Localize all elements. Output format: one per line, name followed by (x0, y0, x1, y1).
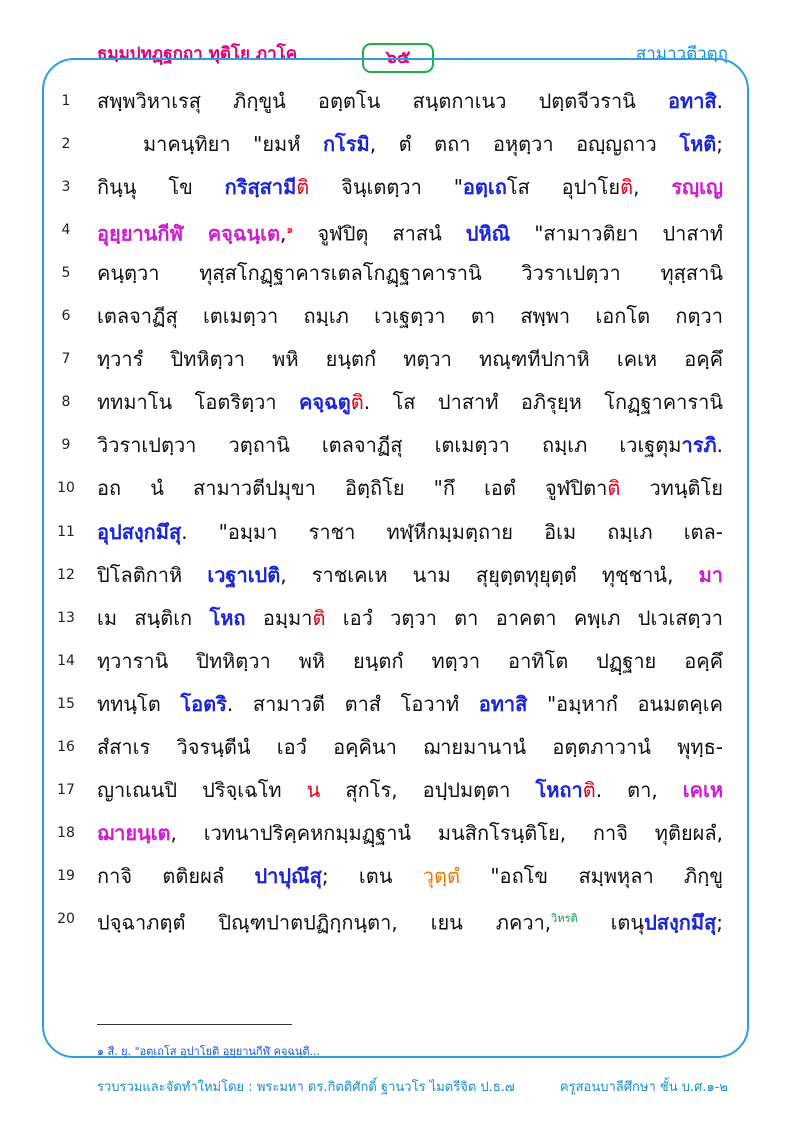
section-title: สามาวตีวตฺถุ (635, 44, 728, 64)
text-segment: "สามาวติยา ปาสาทํ (510, 221, 723, 246)
text-segment: ททนฺโต (97, 691, 181, 716)
text-line (0, 770, 800, 810)
text-segment: อตฺเถ (462, 175, 507, 200)
text-segment: , (279, 221, 287, 246)
text-segment: ปหิณิ (465, 221, 511, 246)
line-text (97, 555, 723, 595)
line-number: 15 (57, 695, 75, 712)
line-number: 14 (57, 652, 75, 669)
text-segment: ปาปุณึสุ (254, 863, 322, 888)
text-segment: จินฺเตตฺวา " (309, 175, 463, 200)
text-segment: กินฺนุ โข (97, 175, 225, 200)
text-segment: ททมาโน โอตริตฺวา (97, 390, 300, 415)
text-segment: ติ (607, 476, 621, 501)
text-segment: ๑ (286, 223, 294, 237)
text-segment: , (633, 175, 672, 200)
line-number: 12 (57, 566, 75, 583)
line-number: 7 (61, 351, 71, 368)
line-text (97, 339, 723, 379)
text-segment: ปสงฺกมึสุ (644, 910, 717, 935)
text-segment: วุตฺตํ (422, 863, 460, 888)
text-segment: ; (716, 132, 723, 157)
text-segment: วทนฺติโย (620, 476, 723, 501)
line-text (97, 684, 723, 724)
text-segment: สํสาเร วิจรนฺตีนํ เอวํ อคฺคินา ฌายมานานํ อตฺตภาวานํ พุทฺธ- (97, 734, 723, 759)
line-text (97, 296, 723, 336)
text-segment: . โส ปาสาทํ อภิรุยฺห โกฏฺฐาคารานิ (363, 390, 723, 415)
text-segment: กริสฺสามี (224, 175, 297, 200)
line-text (143, 124, 723, 164)
text-segment: ปิโลติกาหิ (97, 562, 208, 587)
text-segment: ; เตน (321, 863, 423, 888)
text-segment: ปจฺฉาภตฺตํ ปิณฺฑปาตปฏิกฺกนฺตา, เยน ภควา, (97, 910, 552, 935)
text-segment: เวฐาเปติ (207, 562, 281, 587)
text-segment: มาคนฺทิยา "ยมหํ (143, 132, 323, 157)
text-line (0, 253, 800, 293)
line-text (97, 425, 723, 465)
line-text (97, 598, 723, 638)
text-segment: โหถา (535, 777, 583, 802)
text-segment: อุปสงฺกมึสุ (97, 519, 182, 544)
line-text (97, 813, 723, 853)
line-text (97, 770, 723, 810)
text-segment: . (716, 89, 723, 113)
text-segment: ติ (312, 605, 326, 630)
line-number: 17 (57, 781, 75, 798)
book-title: ธมฺมปทฏฺฐกถา ทุติโย ภาโค (97, 44, 298, 64)
text-segment: เตลจาฏีสุ เตเมตฺวา ถมฺเภ เวเฐตฺวา ตา สพฺพา เอกโต กตฺวา (97, 304, 723, 329)
text-line (0, 727, 800, 767)
footer-author: รวบรวมและจัดทำใหม่โดย : พระมหา ดร.กิตติศักดิ์ ฐานวโร ไมตรีจิต ป.ธ.๗ (97, 1080, 515, 1095)
text-line (0, 81, 800, 121)
text-segment: กโรมิ (322, 132, 370, 157)
text-segment: โอตริ (180, 691, 227, 716)
text-segment: คนฺตฺวา ทุสฺสโกฏฺฐาคารเตลโกฏฺฐาคารานิ วิวราเปตฺวา ทุสฺสานิ (97, 261, 723, 286)
text-segment: วิหรติ (551, 911, 578, 925)
text-segment: . "อมฺมา ราชา ทฬฺหีกมฺมตฺถาย อิเม ถมฺเภ เตล- (181, 519, 723, 544)
line-number: 16 (57, 738, 75, 755)
text-line (0, 167, 800, 207)
line-number: 18 (57, 824, 75, 841)
text-segment: อมฺมา (245, 605, 313, 630)
line-number: 10 (57, 480, 75, 497)
line-text (97, 382, 723, 422)
line-number: 13 (57, 609, 75, 626)
text-segment: ารภิ (681, 433, 717, 458)
line-number: 19 (57, 867, 75, 884)
text-line (0, 641, 800, 681)
line-text (97, 512, 723, 552)
line-text (97, 167, 723, 207)
line-number: 9 (61, 437, 71, 454)
text-segment: อทาสิ (668, 89, 717, 113)
line-number: 1 (61, 93, 71, 109)
line-number: 8 (61, 394, 71, 411)
text-segment: , เวทนาปริคฺคหกมฺมฏฺฐานํ มนสิกโรนฺติโย, กาจิ ทุติยผลํ, (170, 820, 723, 845)
line-text (97, 641, 723, 681)
text-segment: สุกโร, อปฺปมตฺตา (320, 777, 536, 802)
text-segment: โส อุปาโย (506, 175, 621, 200)
text-segment: ติ (620, 175, 634, 200)
text-segment: จูฬปิตุ สาสนํ (293, 221, 466, 246)
text-line (0, 684, 800, 724)
text-segment: ติ (350, 390, 364, 415)
line-number: 2 (61, 136, 71, 153)
text-segment: ญาเณนปิ ปริจฺเฉโท (97, 777, 307, 802)
line-number: 4 (61, 222, 71, 239)
text-segment: โหติ (679, 132, 717, 157)
text-segment: ทฺวารํ ปิทหิตฺวา พหิ ยนฺตกํ ทตฺวา ทณฺฑทีปกาหิ เคเห อคฺคึ (97, 347, 723, 372)
text-segment: กาจิ ตติยผลํ (97, 863, 255, 888)
text-segment: เอวํ วตฺวา ตา อาคตา คพฺเภ ปเวเสตฺวา (325, 605, 723, 630)
text-line (0, 856, 800, 896)
text-line (0, 813, 800, 853)
text-segment: คจฺฉตู (299, 390, 351, 415)
text-segment: เตนุ (577, 910, 645, 935)
text-line (0, 555, 800, 595)
line-text (97, 899, 723, 943)
text-segment: อถ นํ สามาวตีปมุขา อิตฺถิโย "กึ เอตํ จูฬปิตา (97, 476, 608, 501)
text-segment: , ราชเคเห นาม สุยุตฺตทุยุตฺตํ ทุชฺชานํ, (280, 562, 699, 587)
text-segment: "อมฺหากํ อนมตคฺเค (527, 691, 723, 716)
text-segment: . ตา, (595, 777, 683, 802)
footer-course: ครูสอนบาลีศึกษา ชั้น บ.ศ.๑-๒ (559, 1080, 728, 1095)
page-number: ๖๕ (362, 43, 434, 73)
text-line (0, 210, 800, 250)
text-segment: อุยฺยานกีฬํ คจฺฉนฺเต (97, 221, 280, 246)
line-number: 6 (61, 308, 71, 325)
text-segment: "อถโข สมฺพหุลา ภิกฺขู (460, 863, 723, 888)
text-segment: ติ (296, 175, 310, 200)
text-segment: ; (716, 910, 723, 935)
line-text (97, 727, 723, 767)
text-segment: น (306, 777, 321, 802)
line-number: 11 (57, 523, 75, 540)
text-segment: โหถ (209, 605, 246, 630)
line-text (97, 81, 723, 121)
line-text (97, 856, 723, 896)
footnote: ๑ สี. ยุ. "อตฺเถโส อุปาโยติ อุยฺยานกีฬํ คจฺฉนฺตี... (97, 1045, 321, 1058)
text-segment: รญฺเญ (671, 175, 723, 200)
text-segment: . สามาวตี ตาสํ โอวาทํ (226, 691, 479, 716)
line-number: 3 (61, 179, 71, 196)
text-segment: สพฺพวิหาเรสุ ภิกฺขูนํ อตฺตโน สนฺตกาเนว ปตฺตจีวรานิ (97, 89, 668, 113)
text-line (0, 468, 800, 508)
text-segment: ฌายนฺเต (97, 820, 171, 845)
line-text (97, 210, 723, 254)
text-segment: ติ (582, 777, 596, 802)
text-segment: ทฺวารานิ ปิทหิตฺวา พหิ ยนฺตกํ ทตฺวา อาทิโต ปฏฺฐาย อคฺคึ (97, 648, 723, 673)
text-segment: เคเห (682, 777, 723, 802)
text-segment: มา (698, 562, 723, 587)
text-line (0, 512, 800, 552)
text-line (0, 124, 800, 164)
text-line (0, 425, 800, 465)
text-segment: อทาสิ (478, 691, 528, 716)
text-segment: , ตํ ตถา อหุตฺวา อญฺญถาว (369, 132, 680, 157)
text-line (0, 899, 800, 939)
line-number: 20 (57, 910, 75, 927)
text-line (0, 296, 800, 336)
line-number: 5 (61, 265, 71, 282)
text-segment: วิวราเปตฺวา วตฺถานิ เตลจาฏีสุ เตเมตฺวา ถมฺเภ เวเฐตุม (97, 433, 682, 458)
text-segment: . (716, 433, 723, 458)
text-line (0, 339, 800, 379)
line-text (97, 253, 723, 293)
line-text (97, 468, 723, 508)
footnote-rule (97, 1024, 292, 1025)
text-line (0, 382, 800, 422)
text-line (0, 598, 800, 638)
text-segment: เม สนฺติเก (97, 605, 210, 630)
